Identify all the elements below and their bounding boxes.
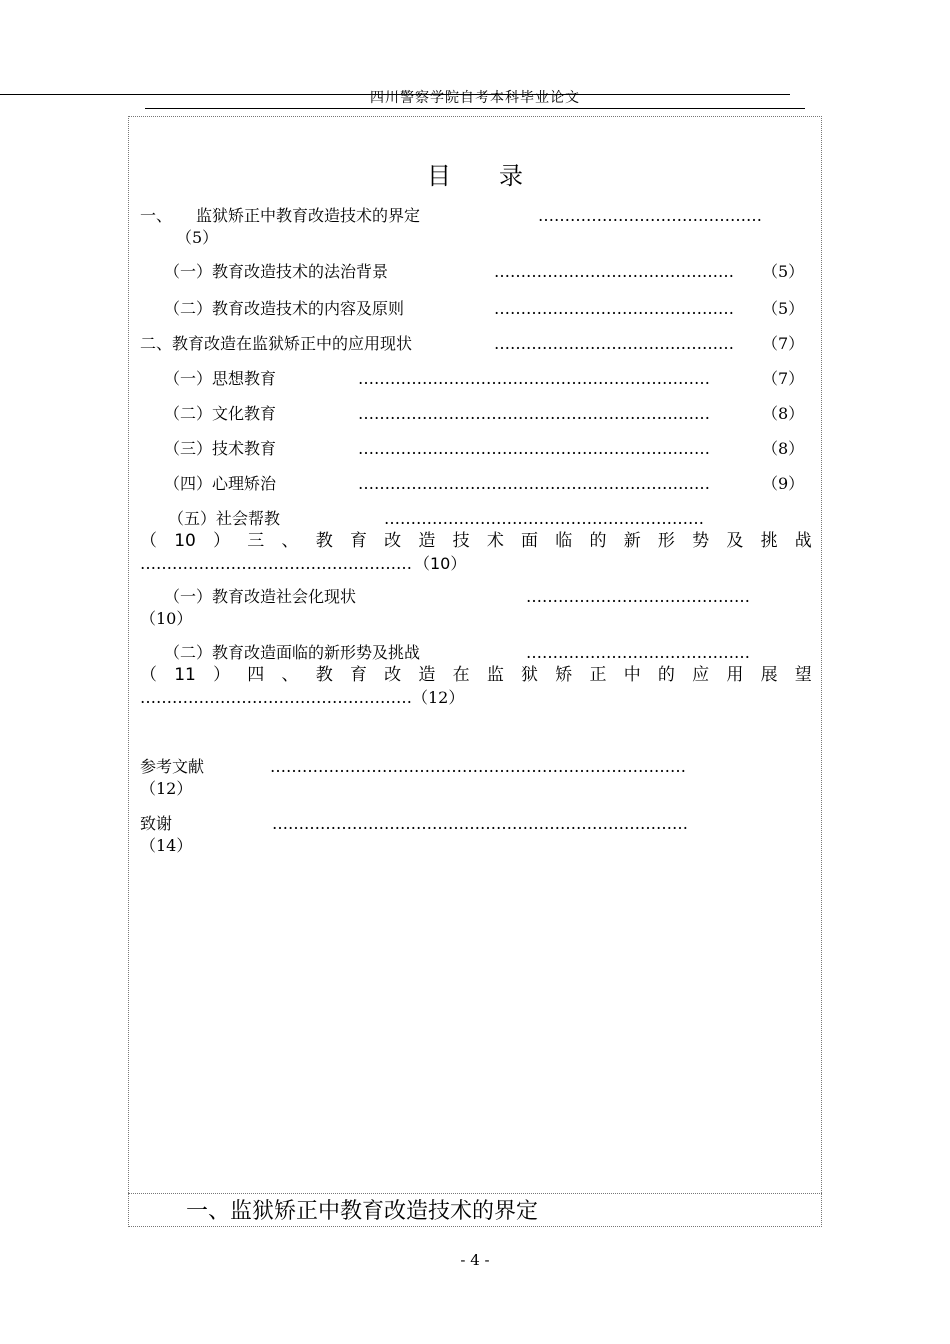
toc-entry-label: 一、 监狱矫正中教育改造技术的界定: [140, 206, 421, 225]
justified-char: 的: [589, 531, 607, 551]
toc-page-number: （14）: [140, 836, 193, 855]
justified-char: 正: [589, 665, 607, 685]
toc-leader-dots: ……………………………………………………………………: [270, 757, 686, 776]
justified-char: 用: [726, 665, 744, 685]
toc-entry-label: （二）教育改造面临的新形势及挑战: [164, 643, 421, 662]
toc-page-number: （8）: [762, 439, 805, 458]
justified-char: 造: [418, 531, 436, 551]
justified-char: 及: [726, 531, 744, 551]
justified-char: 育: [349, 531, 367, 551]
toc-leader-dots: ……………………………………………: [140, 688, 412, 707]
toc-leader-dots: …………………………………………………………: [358, 439, 710, 458]
justified-char: 育: [349, 665, 367, 685]
toc-leader-dots: ……………………………………………: [140, 554, 412, 573]
section-heading: 一、监狱矫正中教育改造技术的界定: [186, 1199, 539, 1224]
justified-char: 改: [384, 531, 402, 551]
header-rule-bottom: [145, 108, 805, 109]
toc-entry-label: 致谢: [140, 814, 173, 833]
justified-char: 望: [794, 665, 812, 685]
toc-entry-label: 二、教育改造在监狱矫正中的应用现状: [140, 334, 413, 353]
toc-justified-line: [140, 530, 812, 552]
justified-char: 应: [692, 665, 710, 685]
running-header: 四川警察学院自考本科毕业论文: [370, 90, 580, 106]
page-number: - 4 -: [460, 1251, 490, 1269]
justified-char: 四: [247, 665, 265, 685]
toc-leader-dots: ……………………………………………………………………: [272, 814, 688, 833]
justified-char: 的: [657, 665, 675, 685]
justified-char: （: [140, 665, 157, 685]
justified-char: 教: [315, 531, 333, 551]
toc-entry-label: （一）教育改造技术的法治背景: [164, 262, 389, 281]
justified-char: 、: [281, 665, 299, 685]
justified-char: 势: [692, 531, 710, 551]
justified-char: 狱: [521, 665, 539, 685]
toc-leader-dots: ………………………………………: [494, 334, 734, 353]
toc-leader-dots: …………………………………………………………: [358, 474, 710, 493]
toc-leader-dots: ……………………………………………………: [384, 509, 704, 528]
justified-char: 挑: [760, 531, 778, 551]
toc-leader-dots: ……………………………………: [526, 587, 750, 606]
toc-leader-dots: …………………………………………………………: [358, 369, 710, 388]
toc-entry-label: （五）社会帮教: [168, 509, 281, 528]
toc-page-number: （7）: [762, 369, 805, 388]
toc-page-number: （9）: [762, 474, 805, 493]
toc-entry-label: （三）技术教育: [164, 439, 277, 458]
toc-page-number: （10）: [140, 609, 193, 628]
justified-char: 、: [281, 531, 299, 551]
justified-char: 面: [521, 531, 539, 551]
justified-char: 战: [794, 531, 812, 551]
justified-char: 技: [452, 531, 470, 551]
justified-char: 新: [623, 531, 641, 551]
toc-entry-label: （一）思想教育: [164, 369, 277, 388]
justified-char: 造: [418, 665, 436, 685]
toc-leader-dots: ………………………………………: [494, 262, 734, 281]
toc-entry-label: 参考文献: [140, 757, 205, 776]
toc-page-number: （5）: [176, 228, 219, 247]
toc-leader-dots: ………………………………………: [494, 299, 734, 318]
toc-title: [0, 160, 950, 192]
justified-char: （: [140, 531, 157, 551]
justified-char: 矫: [555, 665, 573, 685]
justified-char: 10: [174, 531, 196, 551]
justified-char: ）: [213, 665, 231, 685]
toc-page-number: （10）: [414, 554, 467, 573]
toc-leader-dots: ……………………………………: [538, 206, 762, 225]
toc-justified-line: [140, 664, 812, 686]
toc-page-number: （5）: [762, 262, 805, 281]
justified-char: 术: [486, 531, 504, 551]
toc-title-text: 目 录: [427, 162, 523, 190]
justified-char: 展: [760, 665, 778, 685]
toc-page-number: （12）: [140, 779, 193, 798]
justified-char: 教: [315, 665, 333, 685]
toc-leader-dots: …………………………………………………………: [358, 404, 710, 423]
toc-entry-label: （一）教育改造社会化现状: [164, 587, 357, 606]
toc-entry-label: （二）文化教育: [164, 404, 277, 423]
justified-char: ）: [213, 531, 231, 551]
justified-char: 改: [384, 665, 402, 685]
justified-char: 监: [486, 665, 504, 685]
toc-entry-label: （四）心理矫治: [164, 474, 277, 493]
justified-char: 11: [174, 665, 196, 685]
justified-char: 中: [623, 665, 641, 685]
justified-char: 在: [452, 665, 470, 685]
justified-char: 临: [555, 531, 573, 551]
toc-page-number: （12）: [412, 688, 465, 707]
section-separator: [128, 1193, 822, 1194]
toc-page-number: （5）: [762, 299, 805, 318]
toc-page-number: （7）: [762, 334, 805, 353]
toc-page-number: （8）: [762, 404, 805, 423]
justified-char: 三: [247, 531, 265, 551]
toc-entry-label: （二）教育改造技术的内容及原则: [164, 299, 405, 318]
toc-leader-dots: ……………………………………: [526, 643, 750, 662]
justified-char: 形: [657, 531, 675, 551]
